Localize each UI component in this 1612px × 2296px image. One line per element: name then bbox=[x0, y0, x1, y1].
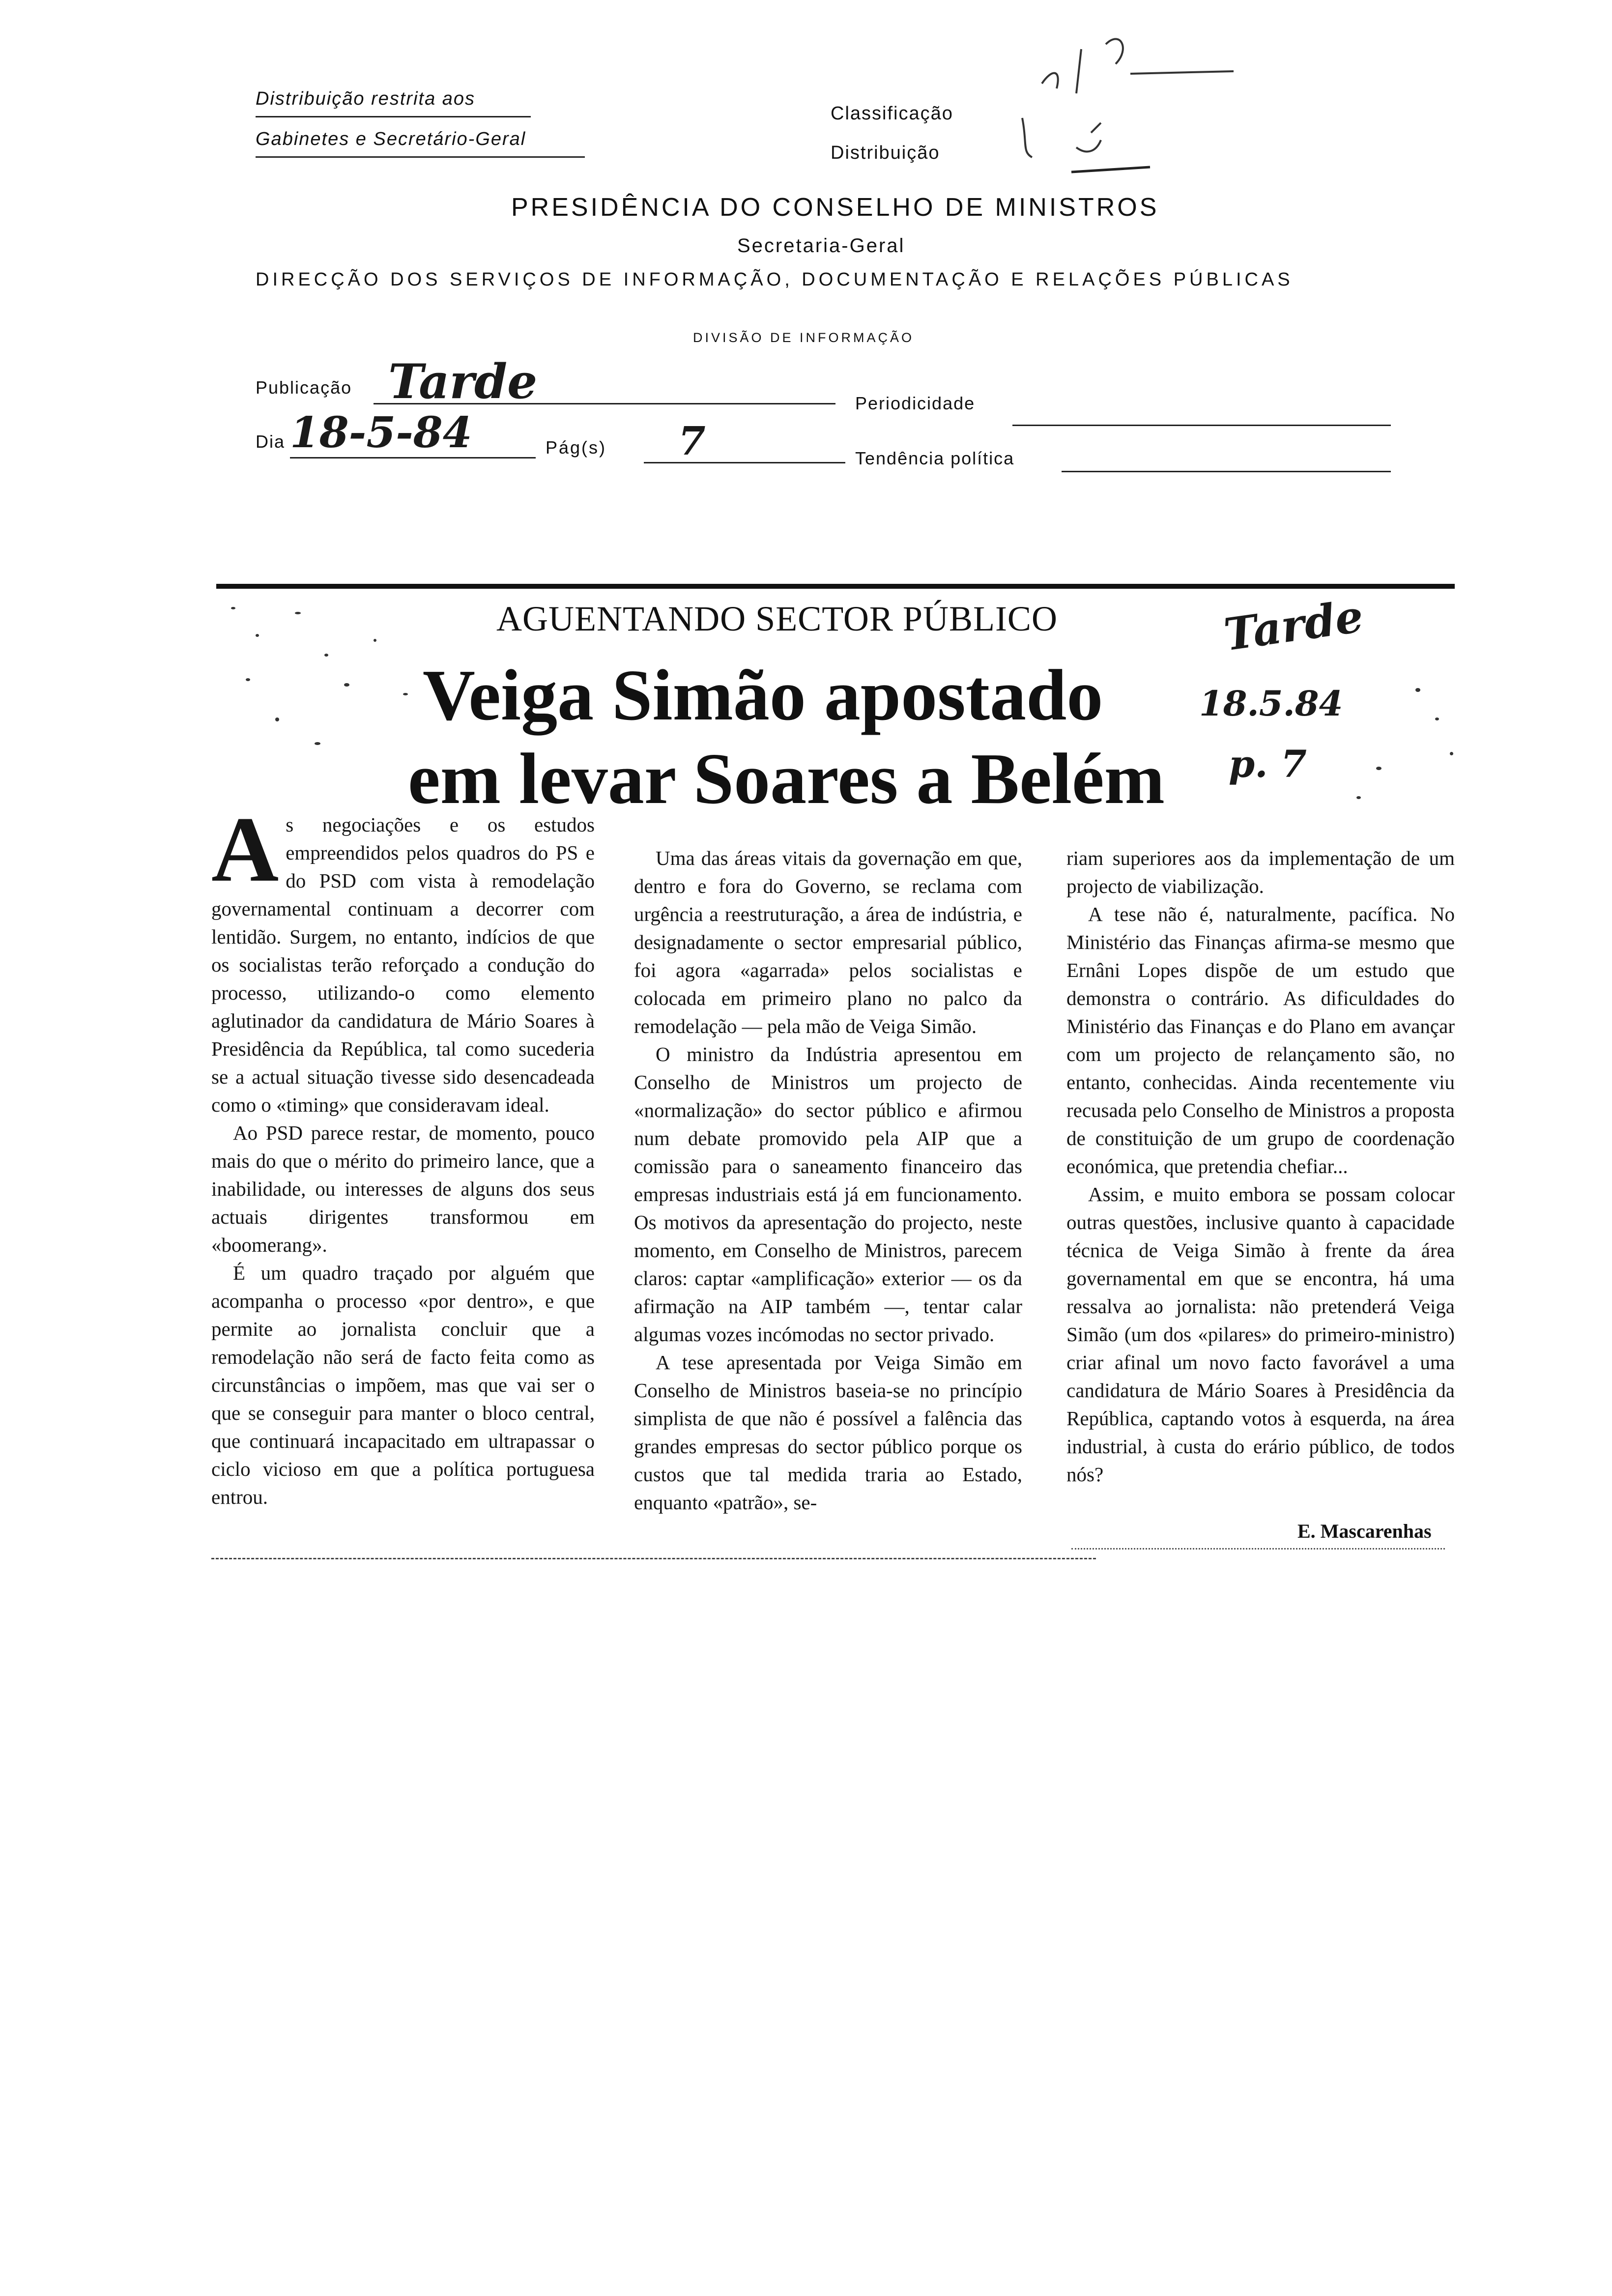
dia-value: 18-5-84 bbox=[290, 408, 472, 458]
clipping-bottom-rule-right bbox=[1071, 1548, 1445, 1550]
col1-paragraph: É um quadro traçado por alguém que acompanha o processo «por dentro», e que permite ao jornalista concluir que a remodelação não será de facto feita como as circunstâncias o impõem, mas que vai ser o que se conseguir para manter o bloco central, que continuará incapacitado em ultrapassar o ciclo vicioso em que a política portuguesa entrou. bbox=[211, 1262, 595, 1508]
pags-line bbox=[644, 462, 845, 463]
tendencia-label: Tendência política bbox=[855, 448, 1015, 468]
direccao-servicos: DIRECÇÃO DOS SERVIÇOS DE INFORMAÇÃO, DOCUMENTAÇÃO E RELAÇÕES PÚBLICAS bbox=[256, 269, 1294, 290]
handwritten-scribble bbox=[1003, 20, 1248, 197]
publicacao-label: Publicação bbox=[256, 377, 352, 398]
secretaria-geral: Secretaria-Geral bbox=[737, 235, 905, 257]
clipping-top-rule bbox=[216, 584, 1455, 589]
distribution-note-underline-2 bbox=[256, 156, 585, 158]
article-kicker: AGUENTANDO SECTOR PÚBLICO bbox=[496, 599, 1058, 638]
pags-value: 7 bbox=[678, 418, 706, 464]
dia-line bbox=[290, 457, 536, 459]
headline-line1: Veiga Simão apostado bbox=[423, 655, 1103, 736]
distribution-note-line2: Gabinetes e Secretário-Geral bbox=[256, 129, 526, 149]
distribuicao-label: Distribuição bbox=[831, 143, 940, 163]
periodicidade-label: Periodicidade bbox=[855, 393, 976, 413]
col3-paragraph: riam superiores aos da implementação de um projecto de viabilização. bbox=[1066, 847, 1455, 897]
distribution-note-underline-1 bbox=[256, 116, 531, 117]
article-column-1 bbox=[211, 798, 595, 1511]
col2-paragraph: O ministro da Indústria apresentou em Conselho de Ministros um projecto de «normalização» do sector público e afirmou num debate promovido pela AIP que a comissão para o saneamento financeiro das empresas industriais está já em funcionamento. Os motivos da apresentação do projecto, neste momento, em Conselho de Ministros, parecem claros: captar «amplificação» exterior — os da afirmação na AIP também —, tentar calar algumas vozes incómodas no sector privado. bbox=[634, 1043, 1022, 1346]
dia-label: Dia bbox=[256, 431, 286, 452]
article-column-2 bbox=[634, 844, 1022, 1517]
col2-paragraph: Uma das áreas vitais da governação em que, dentro e fora do Governo, se reclama com urgência a reestruturação, a área de indústria, e designadamente o sector empresarial público, foi agora «agarrada» pelos socialistas e colocada em primeiro plano no palco da remodelação — pela mão de Veiga Simão. bbox=[634, 847, 1022, 1037]
periodicidade-line bbox=[1012, 425, 1391, 426]
handwritten-source: Tarde bbox=[1221, 590, 1367, 661]
col1-paragraph: s negociações e os estudos empreendidos pelos quadros do PS e do PSD com vista à remodelação governamental continuam a decorrer com lentidão. Surgem, no entanto, indícios de que os socialistas terão reforçado a condução do processo, utilizando-o como elemento aglutinador da candidatura de Mário Soares à Presidência da República, tal como sucederia se a actual situação tivesse sido desencadeada como o «timing» que consideravam ideal. bbox=[211, 813, 595, 1116]
classificacao-label: Classificação bbox=[831, 103, 953, 124]
distribution-note-line1: Distribuição restrita aos bbox=[256, 88, 476, 109]
drop-cap: A bbox=[211, 798, 279, 901]
handwritten-date: 18.5.84 bbox=[1199, 683, 1343, 724]
byline: E. Mascarenhas bbox=[1297, 1520, 1432, 1542]
pags-label: Pág(s) bbox=[546, 437, 607, 458]
col3-paragraph: A tese não é, naturalmente, pacífica. No Ministério das Finanças afirma-se mesmo que Ernâni Lopes dispõe de um estudo que demonstra o contrário. As dificuldades do Ministério das Finanças e do Plano em avançar com um projecto de relançamento são, no entanto, conhecidas. Ainda recentemente viu recusada pelo Conselho de Ministros a proposta de constituição de um grupo de coordenação económica, que pretendia chefiar... bbox=[1066, 903, 1455, 1177]
org-title: PRESIDÊNCIA DO CONSELHO DE MINISTROS bbox=[511, 193, 1159, 222]
divisao-informacao: DIVISÃO DE INFORMAÇÃO bbox=[693, 330, 915, 345]
col1-paragraph: Ao PSD parece restar, de momento, pouco mais do que o mérito do primeiro lance, que a inabilidade, ou interesses de alguns dos seus actuais dirigentes transformou em «boomerang». bbox=[211, 1121, 595, 1256]
tendencia-line bbox=[1062, 471, 1391, 472]
handwritten-page: p. 7 bbox=[1229, 742, 1307, 786]
publicacao-value: Tarde bbox=[388, 354, 538, 409]
headline-line2: em levar Soares a Belém bbox=[408, 739, 1165, 819]
col2-paragraph: A tese apresentada por Veiga Simão em Conselho de Ministros baseia-se no princípio simplista de que não é possível a falência das grandes empresas do sector público porque os custos que tal medida traria ao Estado, enquanto «patrão», se- bbox=[634, 1351, 1022, 1514]
clipping-bottom-rule bbox=[211, 1558, 1096, 1559]
publicacao-line bbox=[374, 403, 835, 404]
col3-paragraph: Assim, e muito embora se possam colocar outras questões, inclusive quanto à capacidade técnica de Veiga Simão à frente da área governamental em que se encontra, há uma ressalva ao jornalista: não pretenderá Veiga Simão (um dos «pilares» do primeiro-ministro) criar afinal um novo facto favorável a uma candidatura de Mário Soares à Presidência da República, captando votos à esquerda, na área industrial, à custa do erário público, de todos nós? bbox=[1066, 1183, 1455, 1486]
article-column-3 bbox=[1066, 844, 1455, 1489]
